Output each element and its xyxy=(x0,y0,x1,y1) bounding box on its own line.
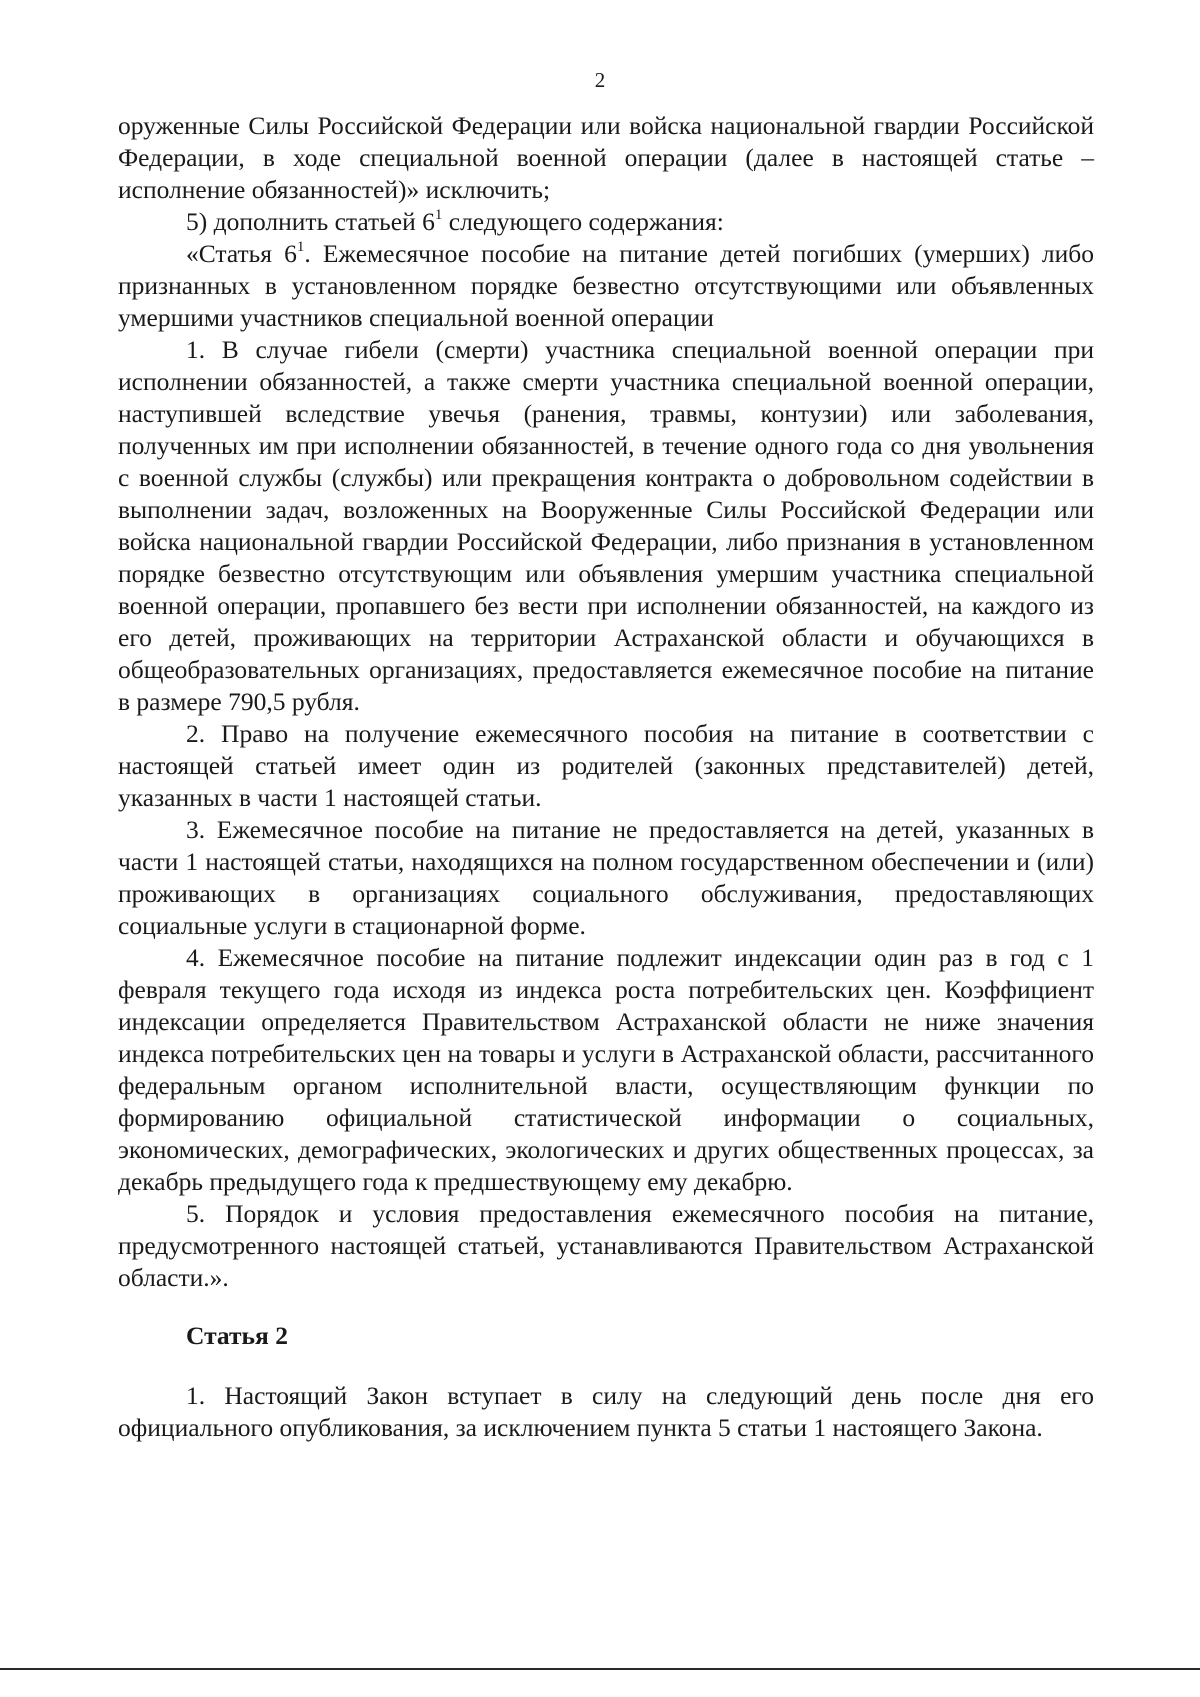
bottom-divider xyxy=(0,1668,1200,1670)
article-6-1-part-5: 5. Порядок и условия предоставления ежемесячного пособия на питание, предусмотренного настоящей статьей, устанавливаются Правительством Астраханской области.». xyxy=(118,1199,1094,1292)
superscript-index: 1 xyxy=(296,239,305,255)
amendment-5-text: 5) дополнить статьей 6 xyxy=(186,207,435,236)
superscript-index: 1 xyxy=(434,207,443,223)
article-6-1-title xyxy=(118,238,1094,334)
paragraph-continuation: оруженные Силы Российской Федерации или войска национальной гвардии Российской Федерации, в ходе специальной военной операции (далее в настоящей статье – исполнение обязанностей)» исключить; xyxy=(118,111,1094,204)
amendment-5-text-end: следующего содержания: xyxy=(442,207,724,236)
document-body xyxy=(118,110,1094,1444)
article-6-1-part-3: 3. Ежемесячное пособие на питание не предоставляется на детей, указанных в части 1 настоящей статьи, находящихся на полном государственном обеспечении и (или) проживающих в организациях социального обслуживания, предоставляющих социальные услуги в стационарной форме. xyxy=(118,815,1094,940)
page-number: 2 xyxy=(594,68,606,92)
article-2-part-1: 1. Настоящий Закон вступает в силу на следующий день после дня его официального опубликования, за исключением пункта 5 статьи 1 настоящего Закона. xyxy=(118,1381,1094,1442)
article-6-1-title-end: . Ежемесячное пособие на питание детей погибших (умерших) либо признанных в установленном порядке безвестно отсутствующими или объявленных умершими участников специальной военной операции xyxy=(118,239,1094,332)
article-6-1-title-start: «Статья 6 xyxy=(186,239,297,268)
paragraph-amendment-5 xyxy=(118,206,1094,238)
article-6-1-part-2: 2. Право на получение ежемесячного пособия на питание в соответствии с настоящей статьей имеет один из родителей (законных представителей) детей, указанных в части 1 настоящей статьи. xyxy=(118,719,1094,812)
article-6-1-part-1: 1. В случае гибели (смерти) участника специальной военной операции при исполнении обязанностей, а также смерти участника специальной военной операции, наступившей вследствие увечья (ранения, травмы, контузии) или заболевания, полученных им при исполнении обязанностей, в течение одного года со дня увольнения с военной службы (службы) или прекращения контракта о добровольном содействии в выполнении задач, возложенных на Вооруженные Силы Российской Федерации или войска национальной гвардии Российской Федерации, либо признания в установленном порядке безвестно отсутствующим или объявления умершим участника специальной военной операции, пропавшего без вести при исполнении обязанностей, на каждого из его детей, проживающих на территории Астраханской области и обучающихся в общеобразовательных организациях, предоставляется ежемесячное пособие на питание в размере 790,5 рубля. xyxy=(118,335,1094,716)
article-6-1-part-4: 4. Ежемесячное пособие на питание подлежит индексации один раз в год с 1 февраля текущего года исходя из индекса роста потребительских цен. Коэффициент индексации определяется Правительством Астраханской области не ниже значения индекса потребительских цен на товары и услуги в Астраханской области, рассчитанного федеральным органом исполнительной власти, осуществляющим функции по формированию официальной статистической информации о социальных, экономических, демографических, экологических и других общественных процессах, за декабрь предыдущего года к предшествующему ему декабрю. xyxy=(118,943,1094,1196)
article-2-heading: Статья 2 xyxy=(186,1321,288,1350)
